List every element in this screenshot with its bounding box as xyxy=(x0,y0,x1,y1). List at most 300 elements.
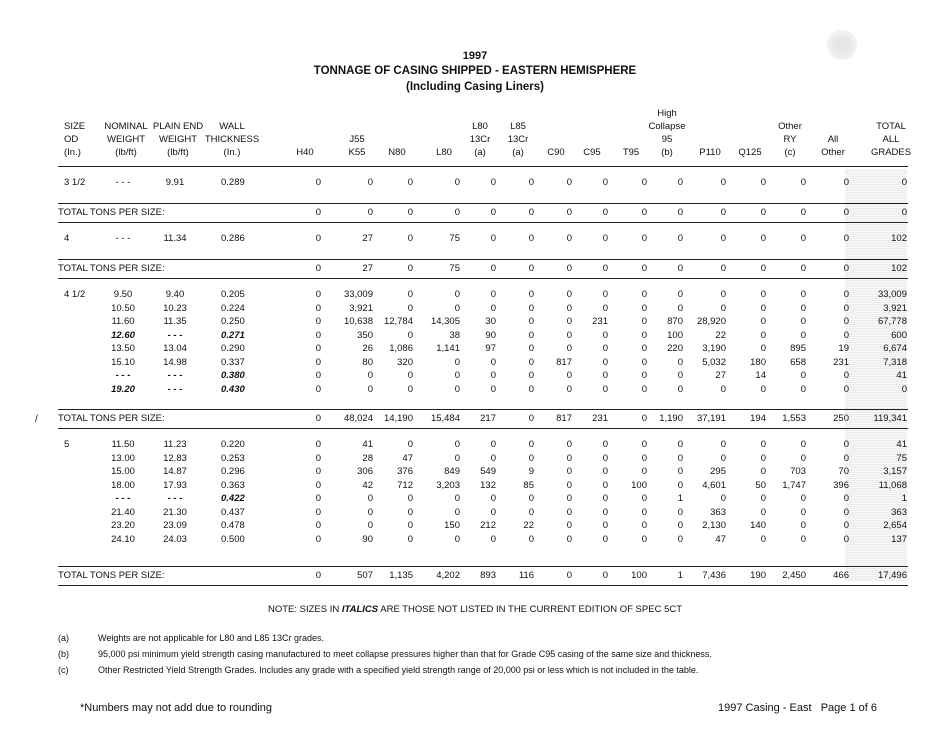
header-grade: J55 xyxy=(349,134,365,145)
table-cell: 0 xyxy=(367,506,373,518)
table-cell: 0 xyxy=(528,370,534,381)
header-grade: (b) xyxy=(661,147,673,158)
wall-thickness: 0.253 xyxy=(221,452,245,464)
header-grade: ALL xyxy=(882,134,900,145)
table-cell: 22 xyxy=(715,329,726,341)
table-cell: 0 xyxy=(677,520,683,531)
italics-note: NOTE: SIZES IN ITALICS ARE THOSE NOT LISTED IN THE CURRENT EDITION OF SPEC 5CT xyxy=(267,604,683,615)
table-cell: 0 xyxy=(528,289,534,300)
table-cell: 11,068 xyxy=(878,479,907,491)
table-cell: 47 xyxy=(402,452,413,464)
table-cell: 0 xyxy=(315,506,321,518)
table-cell: 0 xyxy=(602,383,608,395)
table-cell: 180 xyxy=(750,356,766,368)
table-cell: 0 xyxy=(760,177,766,188)
table-cell: 0 xyxy=(566,316,572,327)
margin-mark: / xyxy=(35,414,38,425)
table-cell: 0 xyxy=(602,506,608,518)
table-cell: 150 xyxy=(444,520,460,531)
nominal-weight: - - - xyxy=(115,370,131,381)
table-cell: 0 xyxy=(901,177,907,188)
size-od: 5 xyxy=(64,439,70,450)
table-cell: 0 xyxy=(367,493,373,504)
wall-thickness: 0.363 xyxy=(221,479,245,491)
total-cell: 0 xyxy=(454,207,460,218)
table-cell: 0 xyxy=(677,177,683,188)
table-cell: 100 xyxy=(631,479,647,491)
total-cell: 0 xyxy=(490,207,496,218)
table-cell: 0 xyxy=(454,506,460,518)
table-cell: 231 xyxy=(592,316,608,327)
nominal-weight: 23.20 xyxy=(111,520,135,531)
table-cell: 26 xyxy=(362,343,373,354)
total-rule-top xyxy=(58,203,908,204)
table-cell: 0 xyxy=(528,452,534,464)
plain-end-weight: 11.35 xyxy=(163,316,187,327)
header-grade: 13Cr xyxy=(507,134,529,145)
plain-end-weight: 12.83 xyxy=(163,452,187,464)
total-rule-top xyxy=(58,409,908,410)
table-cell: 0 xyxy=(677,370,683,381)
table-cell: 817 xyxy=(556,356,572,368)
table-cell: 0 xyxy=(407,233,413,244)
total-tons-label: TOTAL TONS PER SIZE: xyxy=(58,413,165,424)
nominal-weight: 19.20 xyxy=(111,383,135,395)
table-cell: 0 xyxy=(843,383,849,395)
nominal-weight: 13.00 xyxy=(111,452,135,464)
table-cell: 132 xyxy=(480,479,496,491)
table-cell: 0 xyxy=(843,289,849,300)
nominal-weight: 15.10 xyxy=(111,356,135,368)
table-cell: 0 xyxy=(454,356,460,368)
table-cell: 0 xyxy=(641,356,647,368)
table-cell: 0 xyxy=(315,289,321,300)
table-cell: 0 xyxy=(566,520,572,531)
total-tons-label: TOTAL TONS PER SIZE: xyxy=(58,263,165,274)
size-od: 3 1/2 xyxy=(64,177,86,188)
total-cell: 0 xyxy=(677,263,683,274)
footnote-text-b: 95,000 psi minimum yield strength casing manufactured to meet collapse pressures higher than that for Grade C95 casing of the same size and thickness. xyxy=(98,649,712,659)
header-grade: K55 xyxy=(348,147,366,158)
footnote-text-c: Other Restricted Yield Strength Grades. Includes any grade with a specified yield strength range of 20,000 psi or less which is not included in the table. xyxy=(98,665,699,675)
footnote-text-a: Weights are not applicable for L80 and L85 13Cr grades. xyxy=(98,633,324,643)
table-cell: 0 xyxy=(528,177,534,188)
total-cell: 0 xyxy=(528,263,534,274)
header-grade: 95 xyxy=(661,134,673,145)
table-cell: 0 xyxy=(454,493,460,504)
table-cell: 0 xyxy=(315,466,321,477)
table-cell: 6,674 xyxy=(883,343,907,354)
table-cell: 231 xyxy=(833,356,849,368)
nominal-weight: - - - xyxy=(115,233,131,244)
table-cell: 363 xyxy=(710,506,726,518)
table-cell: 0 xyxy=(315,233,321,244)
table-cell: 0 xyxy=(602,343,608,354)
table-cell: 28,920 xyxy=(696,316,726,327)
table-cell: 0 xyxy=(315,356,321,368)
table-cell: 140 xyxy=(750,520,766,531)
header-grade: T95 xyxy=(622,147,640,158)
total-cell: 48,024 xyxy=(343,413,373,424)
table-cell: 0 xyxy=(720,233,726,244)
header-plain-end-weight: WEIGHT xyxy=(159,134,197,145)
table-cell: 0 xyxy=(800,370,806,381)
table-cell: 0 xyxy=(566,533,572,545)
total-cell: 0 xyxy=(407,263,413,274)
table-cell: 0 xyxy=(602,356,608,368)
wall-thickness: 0.380 xyxy=(221,370,245,381)
table-cell: 0 xyxy=(407,439,413,450)
table-cell: 3,921 xyxy=(883,302,907,314)
table-cell: 0 xyxy=(315,439,321,450)
nominal-weight: 10.50 xyxy=(111,302,135,314)
table-cell: 0 xyxy=(566,233,572,244)
table-cell: 0 xyxy=(760,466,766,477)
table-cell: 0 xyxy=(641,233,647,244)
table-cell: 0 xyxy=(315,302,321,314)
total-cell: 116 xyxy=(518,570,534,581)
header-size: (In.) xyxy=(64,147,81,158)
size-od: 4 xyxy=(64,233,70,244)
table-cell: 0 xyxy=(760,439,766,450)
table-cell: 27 xyxy=(362,233,373,244)
total-cell: 75 xyxy=(449,263,460,274)
table-cell: 0 xyxy=(800,329,806,341)
header-grade: C95 xyxy=(583,147,601,158)
table-cell: 0 xyxy=(566,177,572,188)
total-cell: 0 xyxy=(800,207,806,218)
plain-end-weight: 23.09 xyxy=(163,520,187,531)
table-cell: 1 xyxy=(901,493,907,504)
table-cell: 0 xyxy=(566,289,572,300)
table-cell: 90 xyxy=(362,533,373,545)
table-cell: 0 xyxy=(407,289,413,300)
plain-end-weight: 9.91 xyxy=(165,177,185,188)
table-cell: 0 xyxy=(641,289,647,300)
header-nominal-weight: WEIGHT xyxy=(107,134,145,145)
header-grade: (a) xyxy=(474,147,486,158)
plain-end-weight: - - - xyxy=(167,329,183,341)
wall-thickness: 0.250 xyxy=(221,316,245,327)
table-cell: 0 xyxy=(602,452,608,464)
table-cell: 870 xyxy=(667,316,683,327)
table-cell: 5,032 xyxy=(702,356,726,368)
table-cell: 0 xyxy=(800,506,806,518)
table-cell: 0 xyxy=(315,370,321,381)
total-cell: 190 xyxy=(750,570,766,581)
nominal-weight: 24.10 xyxy=(111,533,135,545)
table-cell: 0 xyxy=(843,452,849,464)
table-cell: 80 xyxy=(362,356,373,368)
table-cell: 212 xyxy=(480,520,496,531)
table-cell: 0 xyxy=(407,370,413,381)
table-cell: 0 xyxy=(800,302,806,314)
header-wall-thickness: THICKNESS xyxy=(204,134,260,145)
table-cell: 0 xyxy=(602,177,608,188)
header-grade: Other xyxy=(778,121,802,132)
footnote-label-c: (c) xyxy=(58,665,69,675)
table-cell: 0 xyxy=(602,533,608,545)
table-cell: 220 xyxy=(667,343,683,354)
table-cell: 350 xyxy=(357,329,373,341)
table-cell: 396 xyxy=(833,479,849,491)
table-cell: 0 xyxy=(843,533,849,545)
plain-end-weight: 14.87 xyxy=(163,466,187,477)
nominal-weight: 13.50 xyxy=(111,343,135,354)
table-cell: 0 xyxy=(566,302,572,314)
table-cell: 0 xyxy=(566,329,572,341)
table-cell: 0 xyxy=(677,233,683,244)
table-cell: 7,318 xyxy=(883,356,907,368)
nominal-weight: 11.50 xyxy=(111,439,135,450)
table-cell: 0 xyxy=(566,383,572,395)
table-cell: 0 xyxy=(454,383,460,395)
table-cell: 0 xyxy=(602,329,608,341)
total-cell: 0 xyxy=(843,207,849,218)
table-cell: 0 xyxy=(800,439,806,450)
table-cell: 0 xyxy=(800,383,806,395)
nominal-weight: 15.00 xyxy=(111,466,135,477)
table-cell: 0 xyxy=(566,370,572,381)
total-rule-top xyxy=(58,259,908,260)
table-cell: 14 xyxy=(755,370,766,381)
total-cell: 1,190 xyxy=(659,413,683,424)
table-cell: 22 xyxy=(523,520,534,531)
table-cell: 42 xyxy=(362,479,373,491)
table-cell: 41 xyxy=(362,439,373,450)
table-cell: 295 xyxy=(710,466,726,477)
table-cell: 137 xyxy=(891,533,907,545)
table-cell: 0 xyxy=(800,533,806,545)
table-cell: 0 xyxy=(602,493,608,504)
table-cell: 0 xyxy=(454,452,460,464)
table-cell: 0 xyxy=(407,177,413,188)
table-cell: 0 xyxy=(800,520,806,531)
total-rule-bottom xyxy=(58,428,908,429)
header-grade: 13Cr xyxy=(469,134,491,145)
table-cell: 0 xyxy=(528,383,534,395)
table-cell: 0 xyxy=(315,316,321,327)
table-cell: 1,086 xyxy=(389,343,413,354)
table-cell: 0 xyxy=(677,289,683,300)
wall-thickness: 0.220 xyxy=(221,439,245,450)
total-cell: 0 xyxy=(602,207,608,218)
total-cell: 0 xyxy=(315,570,321,581)
table-cell: 0 xyxy=(602,289,608,300)
table-cell: 0 xyxy=(315,452,321,464)
table-cell: 0 xyxy=(641,343,647,354)
table-cell: 12,784 xyxy=(383,316,413,327)
table-cell: 0 xyxy=(315,479,321,491)
table-cell: 0 xyxy=(490,452,496,464)
table-cell: 33,009 xyxy=(343,289,373,300)
table-cell: 14,305 xyxy=(430,316,460,327)
table-cell: 0 xyxy=(843,316,849,327)
header-grade: TOTAL xyxy=(876,121,906,132)
table-cell: 0 xyxy=(760,533,766,545)
header-grade: All xyxy=(827,134,839,145)
total-cell: 893 xyxy=(480,570,496,581)
total-rule-top xyxy=(58,566,908,567)
table-cell: 0 xyxy=(566,343,572,354)
table-cell: 0 xyxy=(677,506,683,518)
header-size: OD xyxy=(64,134,79,145)
table-cell: 0 xyxy=(528,506,534,518)
table-cell: 0 xyxy=(760,493,766,504)
table-cell: 0 xyxy=(490,177,496,188)
table-cell: 363 xyxy=(891,506,907,518)
total-cell: 2,450 xyxy=(782,570,806,581)
table-cell: 0 xyxy=(720,493,726,504)
table-cell: 47 xyxy=(715,533,726,545)
table-cell: 658 xyxy=(790,356,806,368)
table-cell: 90 xyxy=(485,329,496,341)
total-cell: 0 xyxy=(760,207,766,218)
table-cell: 320 xyxy=(397,356,413,368)
table-cell: 0 xyxy=(528,343,534,354)
total-cell: 1 xyxy=(677,570,683,581)
report-title: TONNAGE OF CASING SHIPPED - EASTERN HEMISPHERE xyxy=(313,65,637,77)
table-cell: 0 xyxy=(843,302,849,314)
table-cell: 0 xyxy=(407,329,413,341)
total-cell: 119,341 xyxy=(873,413,907,424)
wall-thickness: 0.290 xyxy=(221,343,245,354)
table-cell: 0 xyxy=(602,479,608,491)
header-nominal-weight: (lb/ft) xyxy=(115,147,137,158)
total-cell: 0 xyxy=(367,207,373,218)
total-cell: 14,190 xyxy=(383,413,413,424)
table-cell: 0 xyxy=(407,493,413,504)
table-cell: 0 xyxy=(407,383,413,395)
header-grade: GRADES xyxy=(870,147,912,158)
table-cell: 85 xyxy=(523,479,534,491)
table-cell: 0 xyxy=(367,370,373,381)
table-cell: 0 xyxy=(641,533,647,545)
table-cell: 0 xyxy=(315,493,321,504)
table-cell: 0 xyxy=(641,493,647,504)
total-cell: 1,135 xyxy=(389,570,413,581)
header-grade: RY xyxy=(783,134,797,145)
plain-end-weight: - - - xyxy=(167,370,183,381)
table-cell: 0 xyxy=(720,177,726,188)
plain-end-weight: 17.93 xyxy=(163,479,187,491)
table-cell: 1,747 xyxy=(782,479,806,491)
total-cell: 17,496 xyxy=(877,570,907,581)
wall-thickness: 0.478 xyxy=(221,520,245,531)
total-cell: 194 xyxy=(750,413,766,424)
total-cell: 0 xyxy=(641,207,647,218)
plain-end-weight: 11.34 xyxy=(163,233,187,244)
table-cell: 0 xyxy=(490,533,496,545)
table-cell: 0 xyxy=(720,383,726,395)
table-cell: 9 xyxy=(528,466,534,477)
footnote-label-a: (a) xyxy=(58,633,69,643)
total-cell: 0 xyxy=(602,263,608,274)
wall-thickness: 0.224 xyxy=(221,302,245,314)
page-footer: 1997 Casing - East Page 1 of 6 xyxy=(718,702,877,714)
report-year: 1997 xyxy=(462,50,488,62)
total-cell: 0 xyxy=(566,570,572,581)
total-rule-bottom xyxy=(58,585,908,586)
plain-end-weight: - - - xyxy=(167,493,183,504)
total-cell: 15,484 xyxy=(430,413,460,424)
total-cell: 27 xyxy=(362,263,373,274)
table-cell: 0 xyxy=(528,533,534,545)
table-cell: 0 xyxy=(566,493,572,504)
table-cell: 0 xyxy=(843,493,849,504)
table-cell: 0 xyxy=(454,533,460,545)
plain-end-weight: 21.30 xyxy=(163,506,187,518)
table-cell: 97 xyxy=(485,343,496,354)
table-cell: 306 xyxy=(357,466,373,477)
table-cell: 0 xyxy=(315,329,321,341)
table-cell: 0 xyxy=(641,383,647,395)
total-cell: 0 xyxy=(315,413,321,424)
table-cell: 41 xyxy=(896,370,907,381)
table-cell: 0 xyxy=(843,177,849,188)
size-od: 4 1/2 xyxy=(64,289,86,300)
table-cell: 0 xyxy=(677,383,683,395)
table-cell: 0 xyxy=(901,383,907,395)
table-cell: 849 xyxy=(444,466,460,477)
total-cell: 0 xyxy=(490,263,496,274)
table-cell: 0 xyxy=(677,439,683,450)
total-cell: 102 xyxy=(891,263,907,274)
nominal-weight: 9.50 xyxy=(113,289,133,300)
table-cell: 2,130 xyxy=(702,520,726,531)
table-cell: 0 xyxy=(677,479,683,491)
table-cell: 0 xyxy=(407,302,413,314)
total-cell: 100 xyxy=(631,570,647,581)
table-cell: 0 xyxy=(677,452,683,464)
total-cell: 231 xyxy=(592,413,608,424)
table-cell: 0 xyxy=(490,289,496,300)
table-cell: 0 xyxy=(641,177,647,188)
header-nominal-weight: NOMINAL xyxy=(104,121,148,132)
header-grade: N80 xyxy=(388,147,406,158)
wall-thickness: 0.286 xyxy=(221,233,245,244)
nominal-weight: - - - xyxy=(115,493,131,504)
table-cell: 10,638 xyxy=(343,316,373,327)
wall-thickness: 0.430 xyxy=(221,383,245,395)
total-cell: 37,191 xyxy=(696,413,726,424)
total-cell: 0 xyxy=(602,570,608,581)
nominal-weight: - - - xyxy=(115,177,131,188)
table-cell: 0 xyxy=(720,289,726,300)
table-cell: 0 xyxy=(843,329,849,341)
header-plain-end-weight: (lb/ft) xyxy=(167,147,189,158)
table-cell: 0 xyxy=(760,302,766,314)
footnote-label-b: (b) xyxy=(58,649,69,659)
table-cell: 0 xyxy=(490,370,496,381)
table-cell: 0 xyxy=(677,466,683,477)
table-cell: 0 xyxy=(800,233,806,244)
nominal-weight: 12.60 xyxy=(111,329,135,341)
header-wall-thickness: (In.) xyxy=(223,147,241,158)
table-cell: 0 xyxy=(315,520,321,531)
total-cell: 0 xyxy=(641,263,647,274)
table-cell: 600 xyxy=(891,329,907,341)
table-cell: 0 xyxy=(528,316,534,327)
table-cell: 38 xyxy=(449,329,460,341)
rounding-note: *Numbers may not add due to rounding xyxy=(80,702,273,714)
header-rule xyxy=(58,166,908,167)
total-cell: 0 xyxy=(720,263,726,274)
total-cell: 4,202 xyxy=(436,570,460,581)
table-cell: 0 xyxy=(800,289,806,300)
table-cell: 0 xyxy=(566,506,572,518)
header-grade: L80 xyxy=(472,121,488,132)
